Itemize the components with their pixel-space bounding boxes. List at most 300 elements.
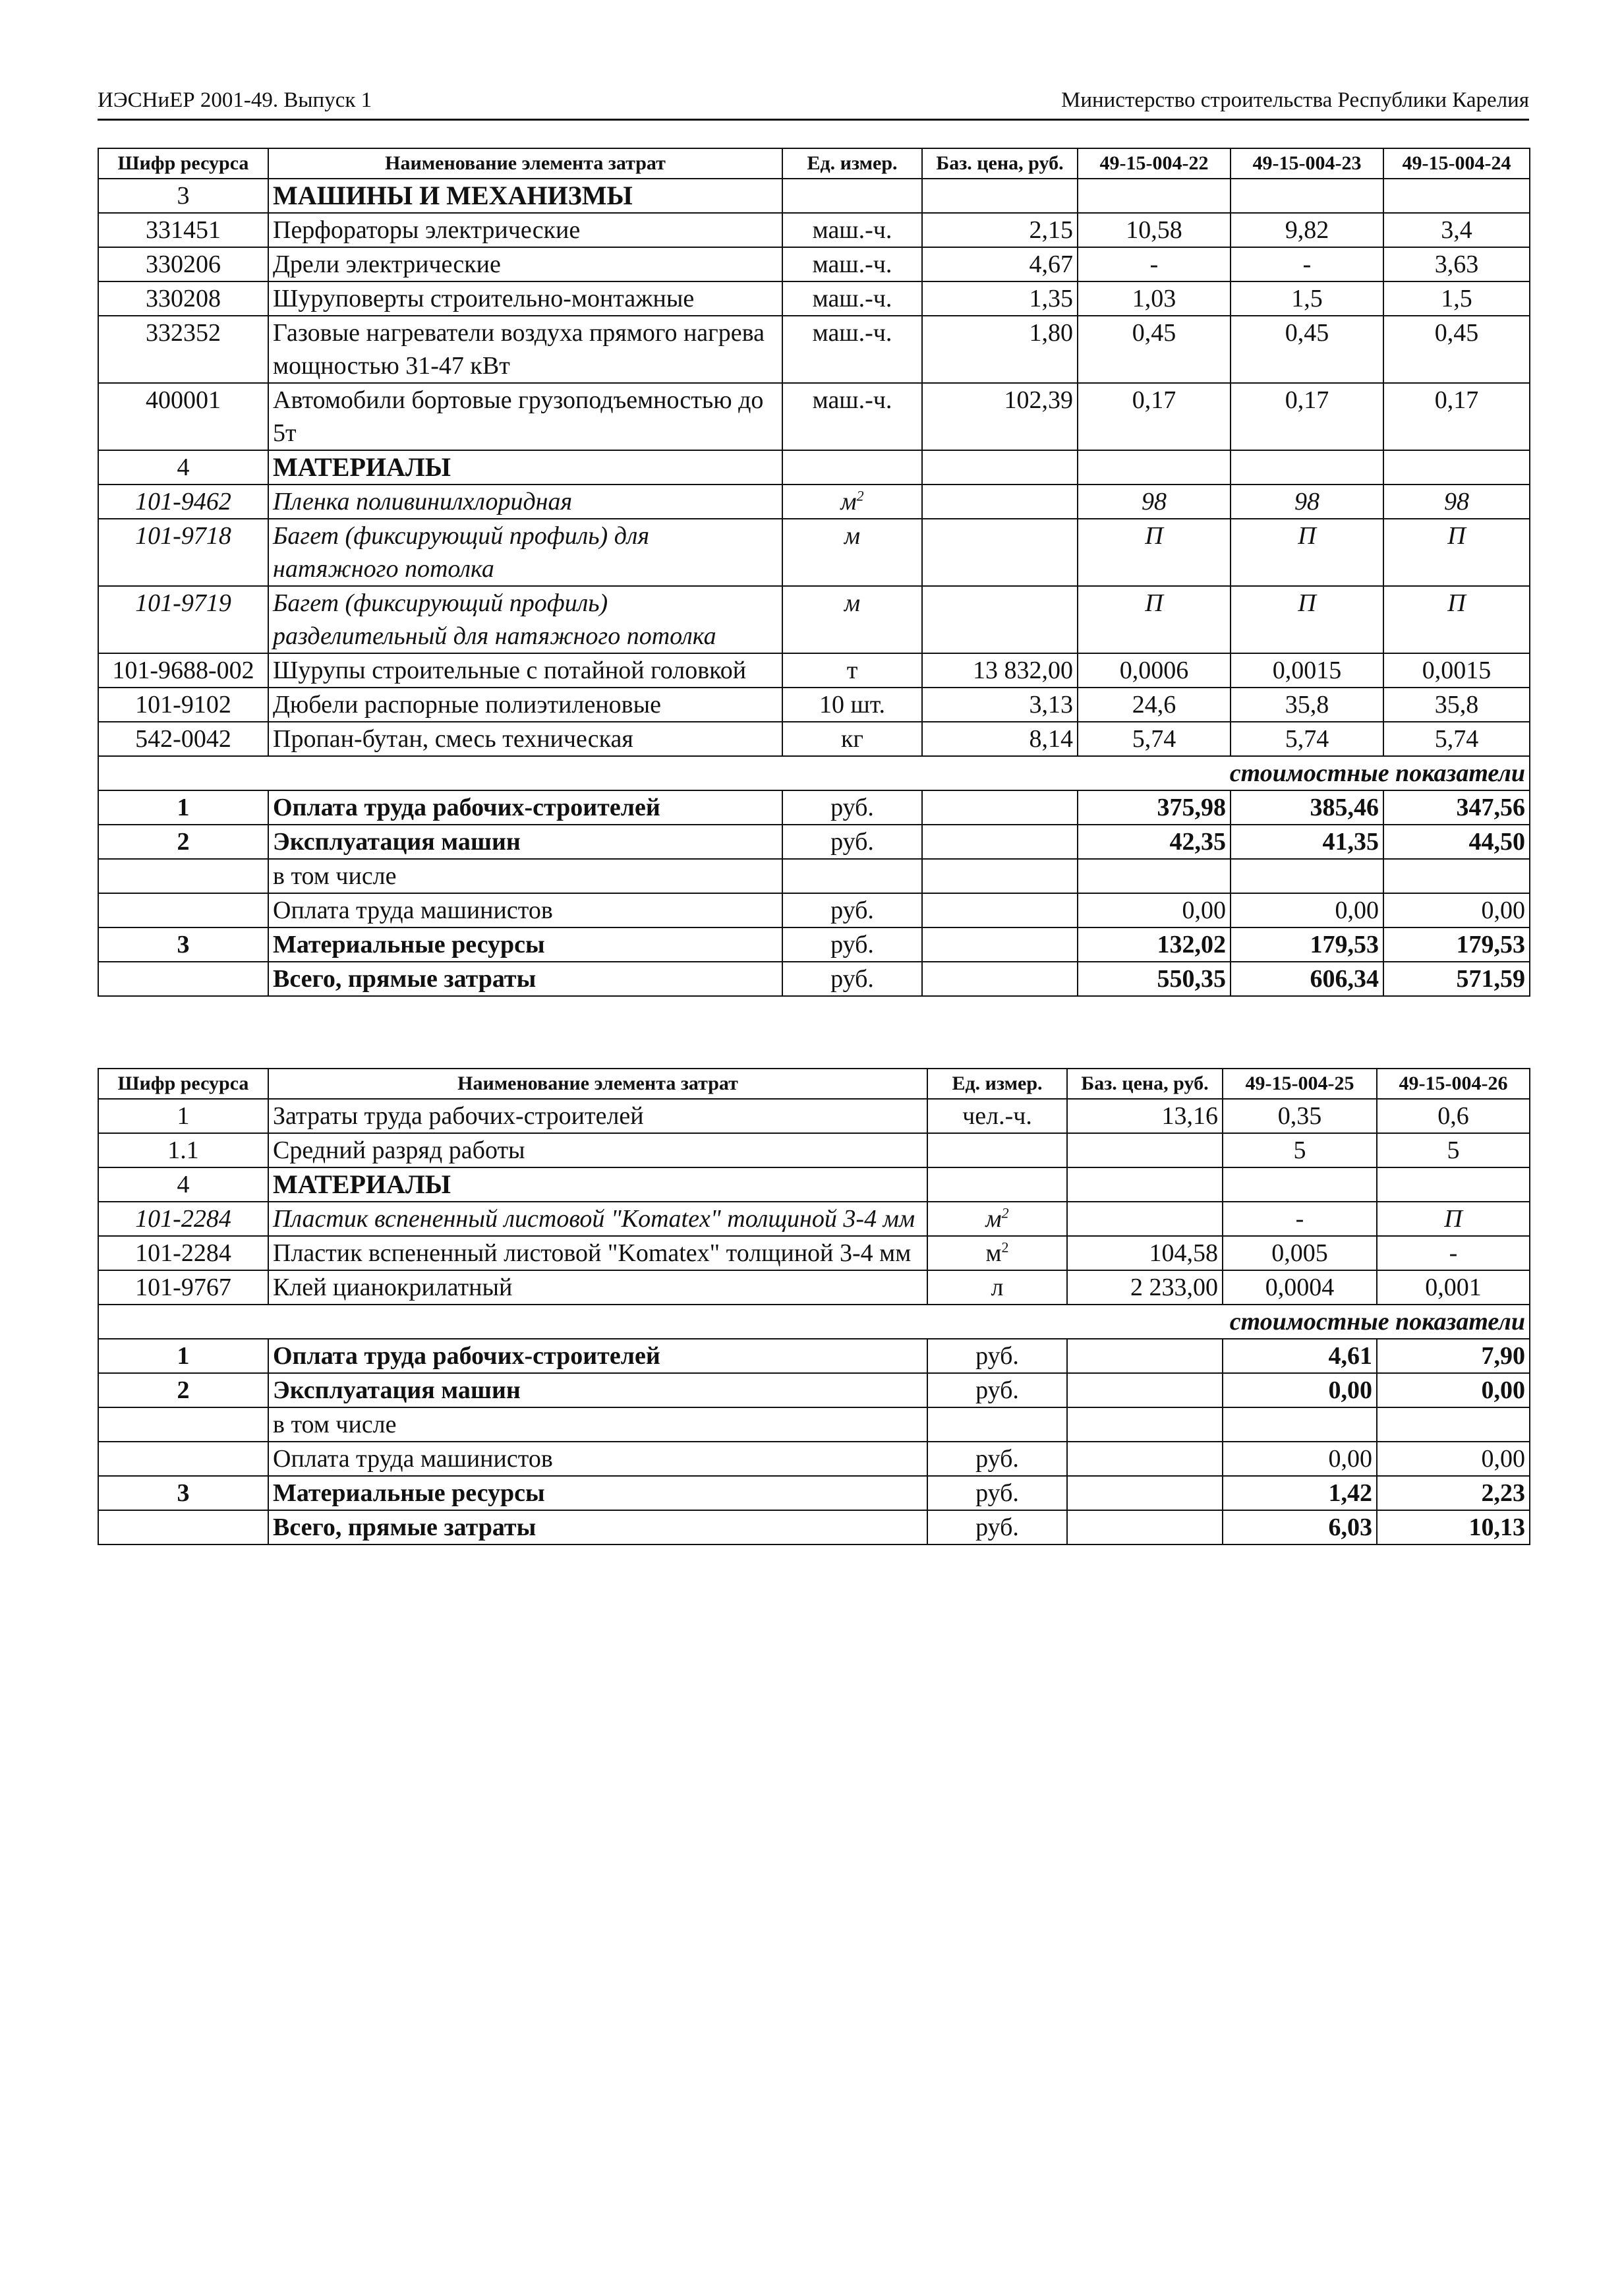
cost-name xyxy=(268,1476,927,1510)
cost-value-text: 0,00 xyxy=(1335,897,1379,924)
resource-code-text: 101-9462 xyxy=(135,488,231,515)
resource-code-text: 101-2284 xyxy=(135,1239,231,1267)
base-price xyxy=(922,281,1078,316)
norm-value-text: 0,001 xyxy=(1425,1274,1482,1301)
norm-value xyxy=(1231,688,1383,722)
base-price-text: 8,14 xyxy=(1029,725,1073,753)
cost-name xyxy=(268,859,782,893)
table-row xyxy=(98,485,1530,519)
cost-value xyxy=(1231,859,1383,893)
resource-code xyxy=(98,247,268,281)
unit xyxy=(927,1133,1067,1167)
cost-name-text: Всего, прямые затраты xyxy=(273,1514,536,1541)
section-title-text: МАТЕРИАЛЫ xyxy=(273,1169,451,1199)
unit-text: чел.-ч. xyxy=(962,1102,1032,1130)
norm-value-text: 0,17 xyxy=(1434,386,1479,414)
unit xyxy=(782,825,922,859)
cost-value xyxy=(1223,1510,1377,1544)
cost-code-text: 2 xyxy=(177,1376,190,1404)
resource-code xyxy=(98,316,268,383)
cost-name-text: Оплата труда рабочих-строителей xyxy=(273,1342,660,1370)
base-price-text: 4,67 xyxy=(1029,250,1073,278)
table-row xyxy=(98,316,1530,383)
resource-name xyxy=(268,1099,927,1133)
norm-value-text: 0,45 xyxy=(1285,319,1329,347)
resource-name xyxy=(268,688,782,722)
table-row xyxy=(98,722,1530,756)
norm-value-text: 5 xyxy=(1293,1136,1306,1164)
unit-exponent: 2 xyxy=(1001,1204,1009,1221)
cost-row xyxy=(98,962,1530,996)
norm-value xyxy=(1231,653,1383,688)
resource-code xyxy=(98,519,268,586)
table-row xyxy=(98,1133,1530,1167)
norm-value xyxy=(1377,1202,1530,1236)
resource-code xyxy=(98,722,268,756)
base-price xyxy=(1067,1407,1223,1442)
table-header-row xyxy=(98,1069,1530,1099)
resource-name xyxy=(268,1270,927,1305)
empty-cell xyxy=(1383,450,1530,485)
base-price xyxy=(1067,1373,1223,1407)
page-header xyxy=(98,87,1529,121)
unit xyxy=(927,1442,1067,1476)
base-price xyxy=(922,316,1078,383)
cost-name-text: в том числе xyxy=(273,862,397,890)
norm-value-text: 3,4 xyxy=(1441,216,1472,244)
resource-code-text: 331451 xyxy=(146,216,221,244)
norm-value xyxy=(1078,281,1231,316)
cost-row xyxy=(98,790,1530,825)
resource-name-text: Шурупы строительные с потайной головкой xyxy=(273,657,747,684)
unit xyxy=(927,1476,1067,1510)
resource-code xyxy=(98,653,268,688)
cost-value xyxy=(1377,1407,1530,1442)
norm-value-text: 1,03 xyxy=(1132,285,1176,312)
base-price xyxy=(1067,1133,1223,1167)
norm-value xyxy=(1377,1099,1530,1133)
cost-value-text: 1,42 xyxy=(1328,1479,1372,1507)
unit xyxy=(927,1407,1067,1442)
norm-value-text: 0,17 xyxy=(1285,386,1329,414)
base-price xyxy=(1067,1202,1223,1236)
cost-name xyxy=(268,1373,927,1407)
norm-value xyxy=(1231,383,1383,450)
resource-name-text: Перфораторы электрические xyxy=(273,216,581,244)
cost-value xyxy=(1383,962,1530,996)
empty-cell xyxy=(1223,1167,1377,1202)
unit-text: руб. xyxy=(830,828,874,856)
resource-name-text: Газовые нагреватели воздуха прямого нагрева мощностью 31-47 кВт xyxy=(273,319,765,380)
resource-name-text: Клей цианокрилатный xyxy=(273,1274,513,1301)
unit xyxy=(782,859,922,893)
cost-code xyxy=(98,825,268,859)
resource-code xyxy=(98,1270,268,1305)
norm-value-text: 0,35 xyxy=(1277,1102,1322,1130)
resource-code-text: 542-0042 xyxy=(135,725,231,753)
resource-code-text: 101-9767 xyxy=(135,1274,231,1301)
resource-name-text: Шуруповерты строительно-монтажные xyxy=(273,285,695,312)
norm-value-text: 0,45 xyxy=(1132,319,1176,347)
cost-row xyxy=(98,1407,1530,1442)
table-row xyxy=(98,383,1530,450)
cost-value-text: 0,00 xyxy=(1182,897,1226,924)
table-row xyxy=(98,688,1530,722)
norm-value xyxy=(1383,653,1530,688)
norm-value xyxy=(1231,316,1383,383)
cost-code xyxy=(98,790,268,825)
resource-code xyxy=(98,485,268,519)
unit-text: руб. xyxy=(975,1479,1019,1507)
cost-row xyxy=(98,893,1530,927)
norm-value-text: П xyxy=(1145,589,1163,617)
section-code-text: 4 xyxy=(177,1171,190,1198)
norm-value-text: П xyxy=(1444,1205,1463,1233)
norm-value-text: 1,5 xyxy=(1291,285,1323,312)
norm-value-text: П xyxy=(1298,522,1316,550)
cost-code xyxy=(98,1442,268,1476)
unit-text: т xyxy=(846,657,858,684)
norm-value-text: 5,74 xyxy=(1132,725,1176,753)
cost-value-text: 0,00 xyxy=(1328,1376,1372,1404)
section-title-text: МАШИНЫ И МЕХАНИЗМЫ xyxy=(273,181,633,210)
cost-row xyxy=(98,1476,1530,1510)
unit-text: руб. xyxy=(830,931,874,958)
unit-exponent: 2 xyxy=(1001,1239,1009,1256)
norm-value-text: П xyxy=(1447,589,1466,617)
norm-value-text: 24,6 xyxy=(1132,691,1176,719)
norm-value xyxy=(1383,316,1530,383)
cost-code xyxy=(98,962,268,996)
base-price xyxy=(1067,1339,1223,1373)
cost-caption-text: стоимостные показатели xyxy=(1229,1308,1525,1336)
norm-value xyxy=(1383,383,1530,450)
cost-name-text: Материальные ресурсы xyxy=(273,1479,545,1507)
norm-value xyxy=(1377,1133,1530,1167)
column-header: Баз. цена, руб. xyxy=(922,148,1078,179)
norm-value xyxy=(1231,519,1383,586)
resource-name-text: Затраты труда рабочих-строителей xyxy=(273,1102,644,1130)
column-header: 49-15-004-26 xyxy=(1377,1069,1530,1099)
base-price xyxy=(922,825,1078,859)
norm-value xyxy=(1078,316,1231,383)
unit-text: руб. xyxy=(830,897,874,924)
norm-value-text: 1,5 xyxy=(1441,285,1472,312)
unit xyxy=(782,893,922,927)
cost-name xyxy=(268,927,782,962)
norm-value xyxy=(1223,1202,1377,1236)
ministry-name: Министерство строительства Республики Карелия xyxy=(1060,88,1529,112)
empty-cell xyxy=(1067,1167,1223,1202)
norm-value-text: 0,0015 xyxy=(1272,657,1342,684)
norm-value-text: П xyxy=(1447,522,1466,550)
unit-text: маш.-ч. xyxy=(812,250,892,278)
cost-value xyxy=(1377,1339,1530,1373)
resource-code-text: 332352 xyxy=(146,319,221,347)
base-price xyxy=(922,247,1078,281)
norm-value-text: 5,74 xyxy=(1285,725,1329,753)
cost-value xyxy=(1231,893,1383,927)
cost-value-text: 179,53 xyxy=(1456,931,1525,958)
resource-code-text: 1 xyxy=(177,1102,190,1130)
column-header: Наименование элемента затрат xyxy=(268,148,782,179)
unit-text: руб. xyxy=(975,1445,1019,1473)
cost-value xyxy=(1078,825,1231,859)
cost-name-text: Всего, прямые затраты xyxy=(273,965,536,993)
column-header: 49-15-004-23 xyxy=(1231,148,1383,179)
norm-value xyxy=(1231,485,1383,519)
resource-code xyxy=(98,1099,268,1133)
unit xyxy=(782,722,922,756)
resource-name-text: Пленка поливинилхлоридная xyxy=(273,488,573,515)
norm-value-text: 98 xyxy=(1294,488,1320,515)
base-price xyxy=(1067,1236,1223,1270)
cost-code xyxy=(98,893,268,927)
unit xyxy=(782,281,922,316)
cost-code-text: 1 xyxy=(177,794,190,821)
resource-name-text: Пластик вспененный листовой "Komatex" толщиной 3-4 мм xyxy=(273,1239,912,1267)
cost-value xyxy=(1231,825,1383,859)
unit xyxy=(782,586,922,653)
cost-code xyxy=(98,1476,268,1510)
cost-value xyxy=(1377,1373,1530,1407)
resource-name xyxy=(268,213,782,247)
column-header: Наименование элемента затрат xyxy=(268,1069,927,1099)
unit-text: маш.-ч. xyxy=(812,319,892,347)
resource-code-text: 330206 xyxy=(146,250,221,278)
resource-code-text: 400001 xyxy=(146,386,221,414)
norm-value xyxy=(1383,586,1530,653)
norm-value xyxy=(1223,1270,1377,1305)
unit xyxy=(927,1236,1067,1270)
unit-text: маш.-ч. xyxy=(812,386,892,414)
unit xyxy=(782,927,922,962)
unit xyxy=(782,688,922,722)
resource-name xyxy=(268,1133,927,1167)
norm-value-text: 35,8 xyxy=(1434,691,1479,719)
resource-name-text: Дюбели распорные полиэтиленовые xyxy=(273,691,661,719)
cost-value-text: 550,35 xyxy=(1157,965,1226,993)
section-code-text: 4 xyxy=(177,454,190,481)
cost-caption-text: стоимостные показатели xyxy=(1229,759,1525,787)
cost-name-text: Оплата труда машинистов xyxy=(273,897,553,924)
table-row xyxy=(98,1202,1530,1236)
unit-text: кг xyxy=(840,725,864,753)
cost-value xyxy=(1078,859,1231,893)
cost-code-text: 2 xyxy=(177,828,190,856)
base-price xyxy=(1067,1099,1223,1133)
base-price xyxy=(1067,1442,1223,1476)
unit xyxy=(927,1339,1067,1373)
cost-value xyxy=(1231,962,1383,996)
norm-value-text: 9,82 xyxy=(1285,216,1329,244)
cost-value-text: 10,13 xyxy=(1468,1514,1525,1541)
unit xyxy=(782,519,922,586)
base-price-text: 13,16 xyxy=(1161,1102,1218,1130)
norm-value xyxy=(1383,247,1530,281)
section-row xyxy=(98,450,1530,485)
cost-caption-row xyxy=(98,756,1530,790)
cost-name xyxy=(268,1442,927,1476)
cost-value xyxy=(1383,893,1530,927)
resource-code-text: 101-9102 xyxy=(135,691,231,719)
cost-name xyxy=(268,1407,927,1442)
document-code: ИЭСНиЕР 2001-49. Выпуск 1 xyxy=(98,88,372,112)
base-price xyxy=(922,893,1078,927)
cost-caption xyxy=(98,1305,1530,1339)
section-code-text: 3 xyxy=(177,182,190,210)
section-title xyxy=(268,1167,927,1202)
section-title xyxy=(268,179,782,213)
table-row xyxy=(98,247,1530,281)
table-row xyxy=(98,281,1530,316)
cost-value-text: 41,35 xyxy=(1322,828,1379,856)
resource-code xyxy=(98,1133,268,1167)
cost-row xyxy=(98,859,1530,893)
unit xyxy=(782,962,922,996)
cost-value xyxy=(1078,790,1231,825)
cost-code xyxy=(98,1407,268,1442)
unit-text: маш.-ч. xyxy=(812,216,892,244)
unit xyxy=(782,790,922,825)
unit-text: 10 шт. xyxy=(819,691,885,719)
empty-cell xyxy=(922,450,1078,485)
cost-value xyxy=(1078,893,1231,927)
base-price xyxy=(922,383,1078,450)
table-row xyxy=(98,586,1530,653)
cost-value-text: 132,02 xyxy=(1157,931,1226,958)
empty-cell xyxy=(1078,179,1231,213)
norm-value xyxy=(1223,1236,1377,1270)
norm-value xyxy=(1223,1133,1377,1167)
norm-value-text: 0,45 xyxy=(1434,319,1479,347)
table-row xyxy=(98,653,1530,688)
cost-value xyxy=(1231,790,1383,825)
unit-text: руб. xyxy=(975,1342,1019,1370)
base-price-text: 13 832,00 xyxy=(973,657,1073,684)
section-row xyxy=(98,1167,1530,1202)
cost-name xyxy=(268,1510,927,1544)
cost-value-text: 606,34 xyxy=(1310,965,1379,993)
norm-value xyxy=(1383,688,1530,722)
resource-name xyxy=(268,586,782,653)
section-code xyxy=(98,450,268,485)
norm-value-text: П xyxy=(1145,522,1163,550)
cost-value-text: 0,00 xyxy=(1481,1376,1525,1404)
unit xyxy=(927,1270,1067,1305)
base-price xyxy=(922,653,1078,688)
resource-code-text: 330208 xyxy=(146,285,221,312)
unit-text: м xyxy=(985,1205,1002,1233)
cost-value xyxy=(1223,1339,1377,1373)
resource-name-text: Багет (фиксирующий профиль) разделительный для натяжного потолка xyxy=(273,589,716,650)
empty-cell xyxy=(1377,1167,1530,1202)
base-price xyxy=(922,519,1078,586)
cost-name-text: Эксплуатация машин xyxy=(273,828,521,856)
resource-code-text: 101-9718 xyxy=(135,522,231,550)
cost-code-text: 3 xyxy=(177,931,190,958)
table-row xyxy=(98,1099,1530,1133)
resource-code xyxy=(98,1202,268,1236)
norm-value xyxy=(1377,1236,1530,1270)
norm-value-text: 5 xyxy=(1447,1136,1460,1164)
base-price-text: 1,80 xyxy=(1029,319,1073,347)
resource-table-1 xyxy=(98,148,1530,997)
base-price xyxy=(922,962,1078,996)
norm-value xyxy=(1383,519,1530,586)
norm-value xyxy=(1078,586,1231,653)
cost-value-text: 44,50 xyxy=(1468,828,1525,856)
norm-value xyxy=(1383,281,1530,316)
cost-value xyxy=(1383,859,1530,893)
cost-name xyxy=(268,893,782,927)
resource-code-text: 101-9719 xyxy=(135,589,231,617)
norm-value-text: - xyxy=(1449,1239,1458,1267)
norm-value-text: - xyxy=(1149,250,1159,278)
resource-name-text: Автомобили бортовые грузоподъемностью до 5т xyxy=(273,386,764,447)
norm-value-text: 0,17 xyxy=(1132,386,1176,414)
norm-value xyxy=(1078,247,1231,281)
cost-caption-row xyxy=(98,1305,1530,1339)
unit-text: маш.-ч. xyxy=(812,285,892,312)
column-header: 49-15-004-24 xyxy=(1383,148,1530,179)
unit xyxy=(782,247,922,281)
norm-value xyxy=(1231,213,1383,247)
empty-cell xyxy=(922,179,1078,213)
resource-name-text: Средний разряд работы xyxy=(273,1136,525,1164)
base-price-text: 1,35 xyxy=(1029,285,1073,312)
norm-value-text: 10,58 xyxy=(1126,216,1182,244)
resource-code xyxy=(98,281,268,316)
resource-name-text: Дрели электрические xyxy=(273,250,501,278)
column-header: Шифр ресурса xyxy=(98,148,268,179)
norm-value xyxy=(1223,1099,1377,1133)
unit-text: м xyxy=(985,1239,1002,1267)
norm-value-text: - xyxy=(1295,1205,1304,1233)
section-code xyxy=(98,179,268,213)
resource-code-text: 101-9688-002 xyxy=(112,657,254,684)
unit-text: руб. xyxy=(975,1376,1019,1404)
cost-code xyxy=(98,859,268,893)
norm-value xyxy=(1078,653,1231,688)
cost-value-text: 7,90 xyxy=(1481,1342,1525,1370)
base-price-text: 2,15 xyxy=(1029,216,1073,244)
base-price xyxy=(1067,1510,1223,1544)
base-price xyxy=(922,790,1078,825)
cost-value-text: 0,00 xyxy=(1481,897,1525,924)
cost-name xyxy=(268,790,782,825)
column-header: Шифр ресурса xyxy=(98,1069,268,1099)
cost-code xyxy=(98,1339,268,1373)
cost-value-text: 179,53 xyxy=(1310,931,1379,958)
resource-name-text: Пропан-бутан, смесь техническая xyxy=(273,725,633,753)
resource-name xyxy=(268,485,782,519)
unit xyxy=(782,383,922,450)
cost-value xyxy=(1383,790,1530,825)
base-price-text: 104,58 xyxy=(1149,1239,1218,1267)
norm-value-text: 5,74 xyxy=(1434,725,1479,753)
empty-cell xyxy=(1078,450,1231,485)
cost-code-text: 1 xyxy=(177,1342,190,1370)
resource-name xyxy=(268,1236,927,1270)
base-price xyxy=(922,722,1078,756)
cost-value-text: 4,61 xyxy=(1328,1342,1372,1370)
norm-value xyxy=(1078,688,1231,722)
cost-name xyxy=(268,1339,927,1373)
cost-value xyxy=(1377,1510,1530,1544)
cost-value xyxy=(1377,1442,1530,1476)
unit-text: руб. xyxy=(830,965,874,993)
